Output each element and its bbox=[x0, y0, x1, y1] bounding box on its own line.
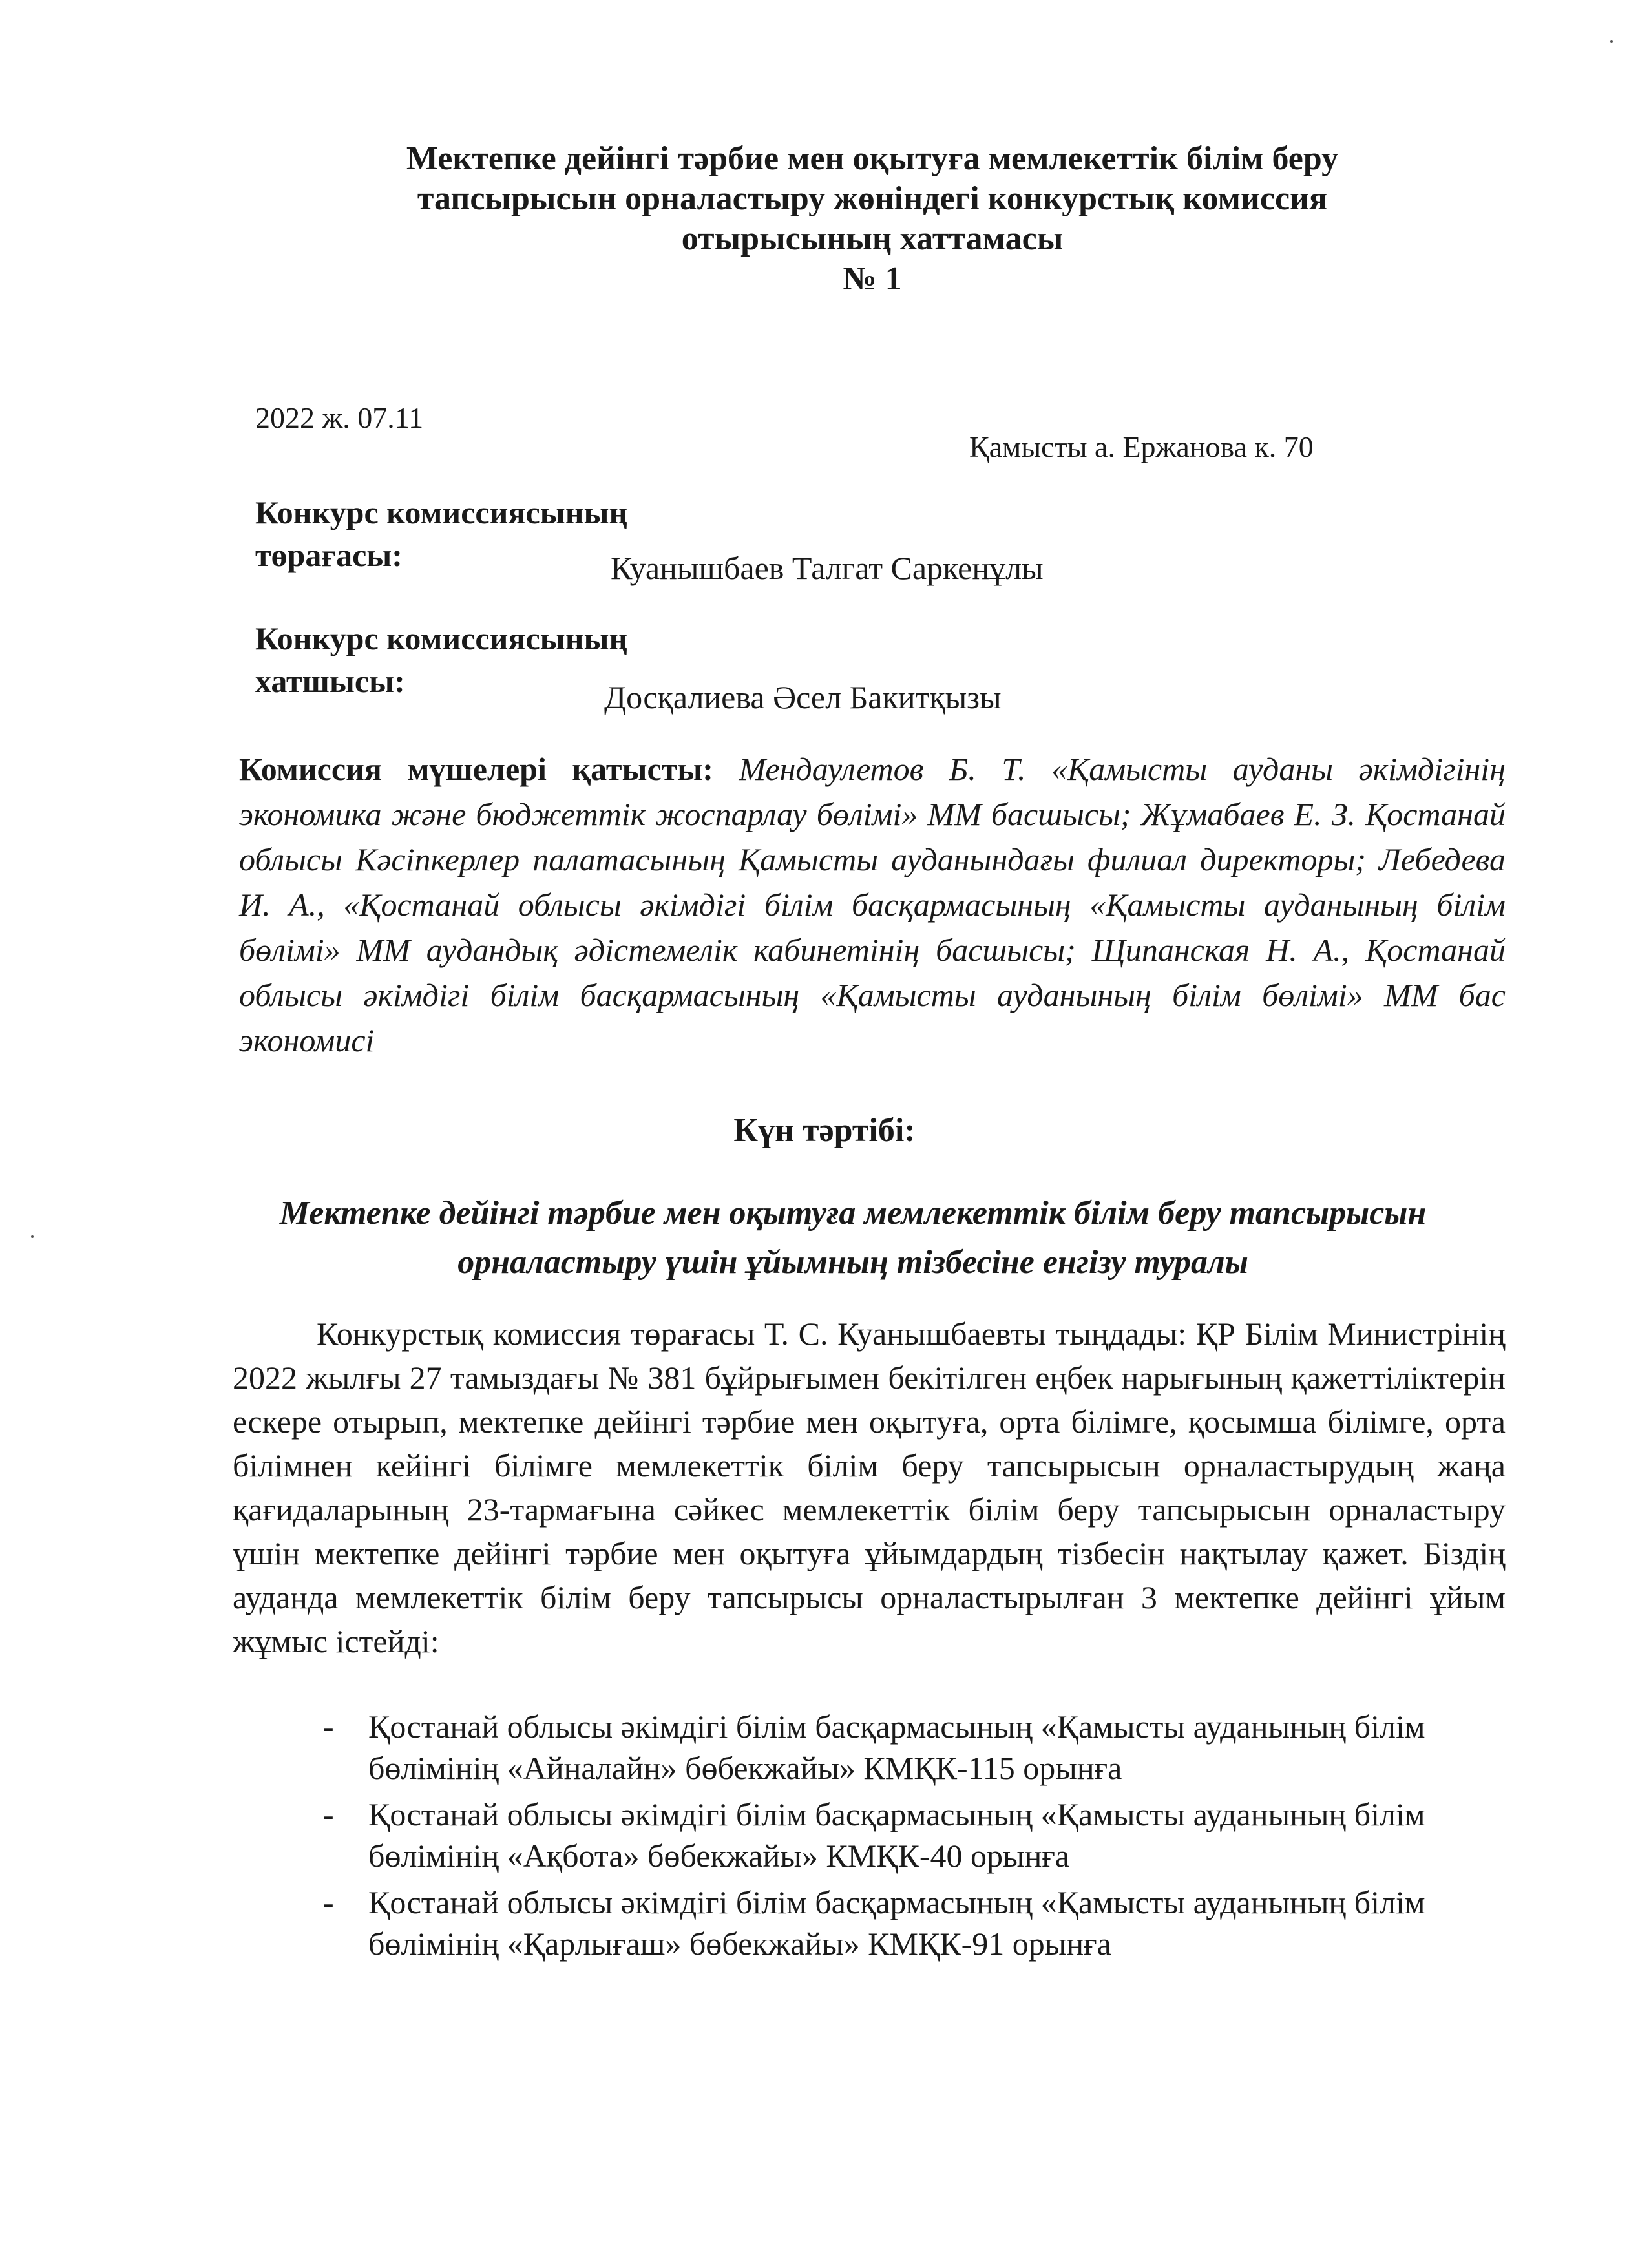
protocol-place: Қамысты а. Ержанова к. 70 bbox=[969, 430, 1314, 463]
scan-speck bbox=[1610, 40, 1613, 43]
chair-label-line-1: Конкурс комиссиясының bbox=[255, 494, 628, 530]
chair-name: Куанышбаев Талгат Саркенұлы bbox=[611, 550, 1044, 586]
members-list: Мендаулетов Б. Т. «Қамысты ауданы әкімдігінің экономика және бюджеттік жоспарлау бөлімі» ММ басшысы; Жұмабаев Е. З. Қостанай облысы Кәсіпкерлер палатасының Қамысты ауданындағы филиал директоры; Лебедева И. А., «Қостанай облысы әкімдігі білім басқармасының «Қамысты ауданының білім бөлімі» ММ аудандық әдістемелік кабинетінің басшысы; Щипанская Н. А., Қостанай облысы әкімдігі білім басқармасының «Қамысты ауданының білім бөлімі» ММ бас экономисі bbox=[239, 751, 1506, 1058]
title-line-2: тапсырысын орналастыру жөніндегі конкурстық комиссия bbox=[417, 180, 1328, 217]
members-label: Комиссия мүшелері қатысты: bbox=[239, 751, 713, 787]
secretary-name: Досқалиева Әсел Бакитқызы bbox=[604, 679, 1002, 715]
chair-label-line-2: төрағасы: bbox=[255, 537, 403, 573]
secretary-label-line-1: Конкурс комиссиясының bbox=[255, 620, 628, 656]
list-item bbox=[323, 1794, 1518, 1876]
protocol-date: 2022 ж. 07.11 bbox=[255, 401, 424, 434]
list-item bbox=[323, 1882, 1518, 1964]
protocol-number: № 1 bbox=[843, 260, 902, 297]
list-item-text: Қостанай облысы әкімдігі білім басқармасының «Қамысты ауданының білім бөлімінің «Ақбота» бөбекжайы» КМҚК-40 орынға bbox=[368, 1796, 1425, 1874]
scan-speck bbox=[31, 1235, 34, 1238]
body-paragraph: Конкурстық комиссия төрағасы Т. С. Куанышбаевты тыңдады: ҚР Білім Министрінің 2022 жылғы 27 тамыздағы № 381 бұйрығымен бекітілген еңбек нарығының қажеттіліктерін ескере отырып, мектепке дейінгі тәрбие мен оқытуға, орта білімге, қосымша білімге, орта білімнен кейінгі білімге мемлекеттік білім беру тапсырысын орналастырудың жаңа қағидаларының 23-тармағына сәйкес мемлекеттік білім беру тапсырысын орналастыру үшін мектепке дейінгі тәрбие мен оқытуға ұйымдардың тізбесін нақтылау қажет. Біздің ауданда мемлекеттік білім беру тапсырысы орналастырылған 3 мектепке дейінгі ұйым жұмыс істейді: bbox=[233, 1316, 1506, 1659]
agenda-item: Мектепке дейінгі тәрбие мен оқытуға мемлекеттік білім беру тапсырысын орналастыру үшін ұйымның тізбесіне енгізу туралы bbox=[279, 1195, 1427, 1281]
list-dash: - bbox=[323, 1796, 334, 1832]
chair-label bbox=[255, 491, 627, 576]
secretary-label-line-2: хатшысы: bbox=[255, 663, 405, 699]
title-line-3: отырысының хаттамасы bbox=[681, 220, 1064, 257]
commission-members bbox=[239, 746, 1506, 1063]
list-dash: - bbox=[323, 1884, 334, 1920]
secretary-label bbox=[255, 617, 627, 702]
list-item-text: Қостанай облысы әкімдігі білім басқармасының «Қамысты ауданының білім бөлімінің «Қарлығаш» бөбекжайы» КМҚК-91 орынға bbox=[368, 1884, 1425, 1962]
document-title bbox=[323, 139, 1422, 299]
list-dash: - bbox=[323, 1708, 334, 1745]
list-item bbox=[323, 1706, 1518, 1789]
agenda-heading: Күн тәртібі: bbox=[733, 1112, 916, 1149]
kindergarten-list bbox=[323, 1706, 1518, 1969]
title-line-1: Мектепке дейінгі тәрбие мен оқытуға мемлекеттік білім беру bbox=[406, 140, 1339, 177]
list-item-text: Қостанай облысы әкімдігі білім басқармасының «Қамысты ауданының білім бөлімінің «Айналайн» бөбекжайы» КМҚК-115 орынға bbox=[368, 1708, 1425, 1786]
